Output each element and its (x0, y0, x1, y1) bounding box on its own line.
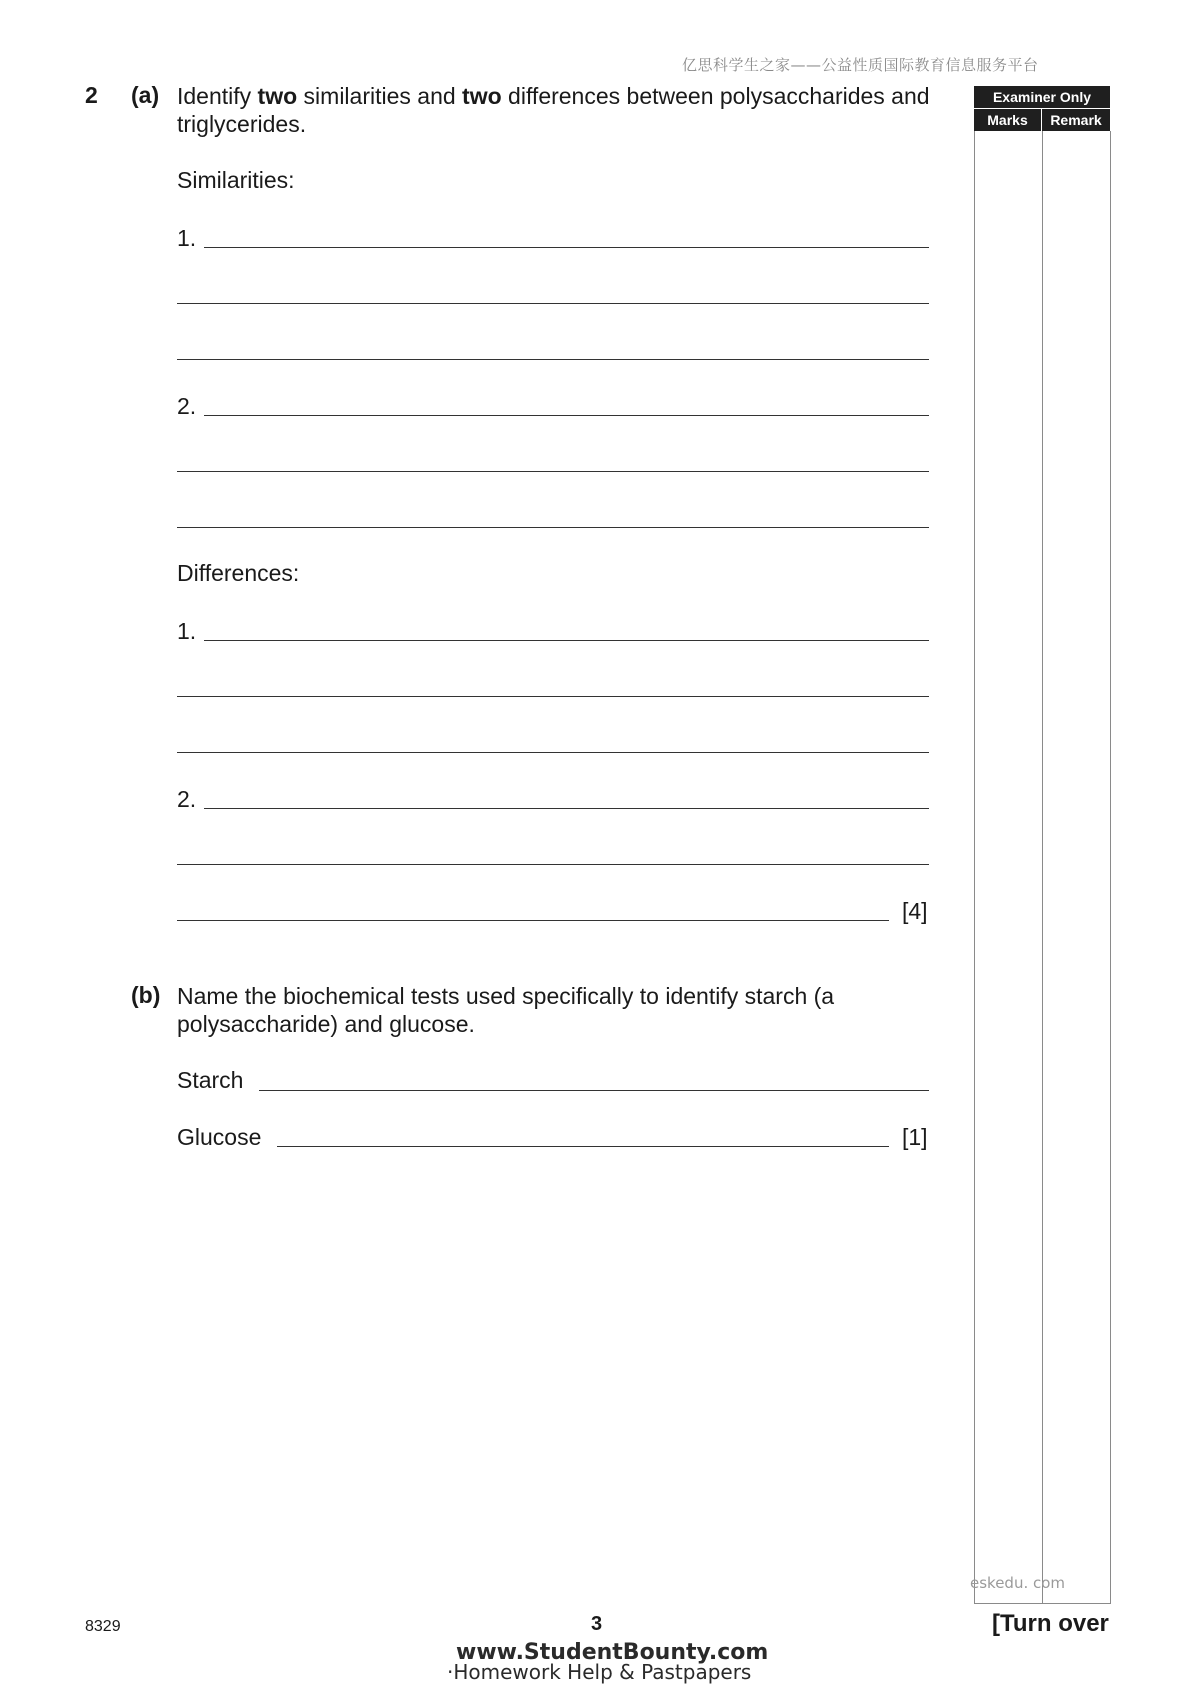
glucose-answer-line[interactable] (277, 1146, 889, 1147)
part-a-stem (177, 82, 937, 138)
difference-2-answer-line[interactable] (204, 808, 929, 809)
similarity-2-answer-line[interactable] (204, 415, 929, 416)
similarity-2-answer-line[interactable] (177, 471, 929, 472)
similarity-1-answer-line[interactable] (204, 247, 929, 248)
bottom-watermark: eskedu. com (970, 1574, 1066, 1592)
paper-code: 8329 (85, 1618, 121, 1635)
difference-2-answer-line[interactable] (177, 920, 889, 921)
part-b-stem: Name the biochemical tests used specifically to identify starch (a polysaccharide) and glucose. (177, 983, 835, 1037)
difference-1-answer-line[interactable] (177, 752, 929, 753)
question-number: 2 (85, 82, 98, 108)
studentbounty-tagline: ·Homework Help & Pastpapers (447, 1660, 752, 1684)
similarity-2-number: 2. (177, 393, 197, 419)
difference-2-number: 2. (177, 786, 197, 812)
page-number: 3 (591, 1613, 603, 1635)
part-b-marks: [1] (902, 1124, 928, 1150)
starch-label: Starch (177, 1067, 244, 1093)
similarity-1-number: 1. (177, 225, 197, 251)
stem-bold: two (257, 83, 298, 109)
difference-2-answer-line[interactable] (177, 864, 929, 865)
part-b-label: (b) (131, 982, 161, 1008)
marks-column (974, 131, 1043, 1604)
remark-column (1042, 131, 1111, 1604)
part-a-marks: [4] (902, 898, 928, 924)
difference-1-number: 1. (177, 618, 197, 644)
stem-text: Identify (177, 83, 258, 109)
similarity-1-answer-line[interactable] (177, 359, 929, 360)
stem-text: differences between polysaccharides and triglycerides. (177, 83, 930, 137)
turn-over-label: [Turn over (992, 1610, 1109, 1637)
starch-answer-line[interactable] (259, 1090, 929, 1091)
examiner-only-header: Examiner Only (974, 86, 1110, 108)
stem-text: similarities and (297, 83, 463, 109)
glucose-label: Glucose (177, 1124, 262, 1150)
remark-column-header: Remark (1042, 109, 1110, 131)
top-watermark: 亿思科学生之家——公益性质国际教育信息服务平台 (682, 56, 1039, 74)
differences-label: Differences: (177, 560, 300, 586)
difference-1-answer-line[interactable] (204, 640, 929, 641)
part-a-label: (a) (131, 82, 160, 108)
difference-1-answer-line[interactable] (177, 696, 929, 697)
marks-column-header: Marks (974, 109, 1041, 131)
similarities-label: Similarities: (177, 167, 295, 193)
similarity-1-answer-line[interactable] (177, 303, 929, 304)
studentbounty-url[interactable]: www.StudentBounty.com (456, 1640, 769, 1665)
similarity-2-answer-line[interactable] (177, 527, 929, 528)
stem-bold: two (462, 83, 502, 109)
